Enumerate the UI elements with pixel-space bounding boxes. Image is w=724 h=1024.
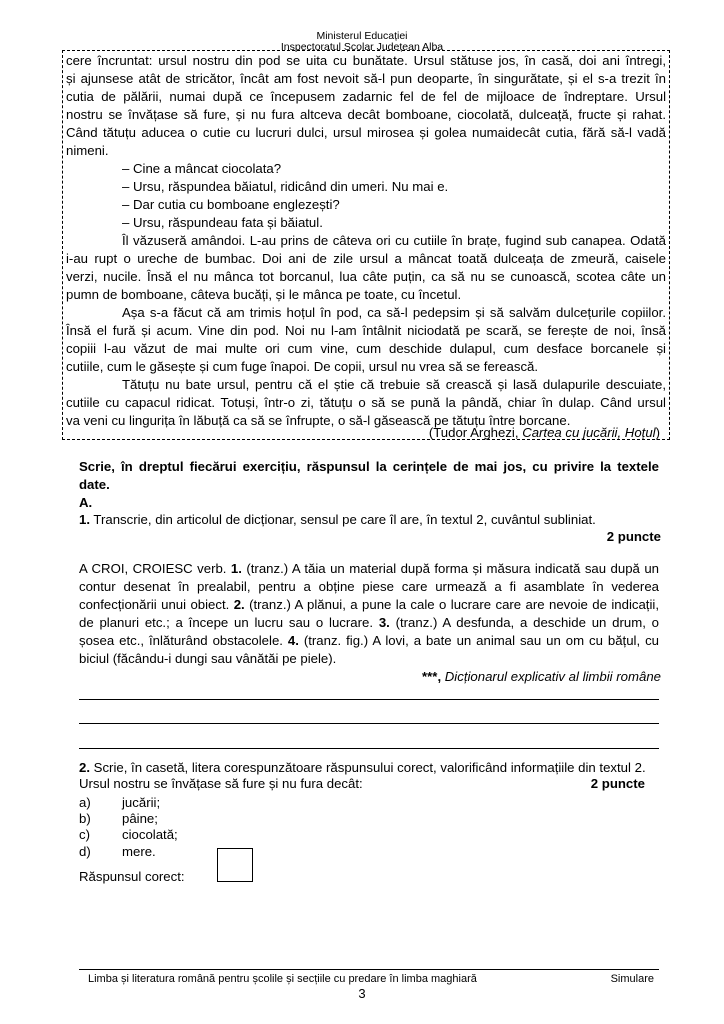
- option-text: ciocolată;: [122, 827, 178, 842]
- dialogue-line: – Dar cutia cu bomboane englezești?: [122, 197, 340, 212]
- text-line: cere încruntat: ursul nostru din pod se uita cu bunătate. Ursul stătuse jos, în casă, doi ani întregi,: [66, 53, 666, 68]
- ministry-header: Ministerul Educației: [316, 30, 408, 42]
- text-line: cutiile cu capacul ridicat. Totuși, într-o zi, tătuțu o să se pună la pândă, chiar în dulap. Când ursul: [66, 395, 666, 410]
- text-line: verzi, nucile. Însă el nu mânca tot borcanul, lua câte puțin, ca să nu se cunoască, scotea câte un: [66, 269, 666, 284]
- instructions-line: date.: [79, 477, 110, 492]
- text-line: Îl văzuseră amândoi. L-au prins de câteva ori cu cutiile în brațe, fugind sub canapea. Odată: [122, 233, 666, 248]
- dictionary-line: biciul (făcându-i dungi sau vânătăi pe piele).: [79, 651, 337, 666]
- exercise-1-statement: 1. Transcrie, din articolul de dicționar, sensul pe care îl are, în textul 2, cuvântul subliniat.: [79, 512, 596, 527]
- option-text: pâine;: [122, 811, 158, 826]
- text-line: Când tătuțu aducea o cutie cu lucruri dulci, ursul mirosea și golea numaidecât cutia, fără să-l vadă: [66, 125, 666, 140]
- footer-exam-type: Simulare: [610, 973, 654, 985]
- exercise-2-points: 2 puncte: [590, 776, 645, 791]
- text-source: (Tudor Arghezi, Cartea cu jucării, Hoțul): [428, 425, 660, 440]
- answer-line[interactable]: [79, 723, 659, 724]
- text-line: pumn de bomboane, câteva bucăți, și le mânca pe toate, cu încetul.: [66, 287, 462, 302]
- page-number: 3: [358, 986, 366, 1001]
- section-heading: A.: [79, 495, 93, 510]
- dictionary-line: confecționării unui obiect. 2. (tranz.) A plănui, a pune la cale o lucrare care are nevoie de indicații,: [79, 597, 659, 612]
- option-text: jucării;: [122, 795, 161, 810]
- text-line: va veni cu lingurița în lăbuță ca să se înfrupte, o să-l găsească pe tătuțu între borcane.: [66, 413, 571, 428]
- answer-box[interactable]: [217, 848, 253, 882]
- dictionary-line: A CROI, CROIESC verb. 1. (tranz.) A tăia un material după forma și măsura indicată sau după un: [79, 561, 659, 576]
- text-line: și ajunsese atât de stricător, încât am fost nevoit să-l pun deoparte, în singurătate, și el s-a trezit în: [66, 71, 666, 86]
- dialogue-line: – Cine a mâncat ciocolata?: [122, 161, 282, 176]
- text-line: cutiile, cum le găsește și cum fuge înapoi. De copii, ursul nu vrea să se ferească.: [66, 359, 539, 374]
- footer-divider: [79, 969, 659, 970]
- answer-label: Răspunsul corect:: [79, 869, 185, 884]
- option-letter: d): [79, 844, 91, 859]
- text-line: nimeni.: [66, 143, 109, 158]
- answer-line[interactable]: [79, 748, 659, 749]
- text-line: nostru se învățase să fure, și nu fura altceva decât bomboane, ciocolată, dulceață, fructe și rahat.: [66, 107, 666, 122]
- dictionary-line: contur desenat în prealabil, pentru a obține piese care urmează a fi asamblate în vederea: [79, 579, 659, 594]
- text-line: cutia de pălării, numai după ce începusem zadarnic fel de fel de mijloace de îndreptare. Ursul: [66, 89, 666, 104]
- dialogue-line: – Ursu, răspundea băiatul, ridicând din umeri. Nu mai e.: [122, 179, 449, 194]
- exercise-2-statement: 2. Scrie, în casetă, litera corespunzătoare răspunsului corect, valorificând informațiile din textul 2.: [79, 760, 646, 775]
- exercise-1-points: 2 puncte: [606, 529, 661, 544]
- dictionary-line: șosea etc., înlăturând obstacolele. 4. (tranz. fig.) A lovi, a bate un animal sau un om cu bățul, cu: [79, 633, 659, 648]
- instructions-line: Scrie, în dreptul fiecărui exercițiu, răspunsul la cerințele de mai jos, cu privire la textele: [79, 459, 659, 474]
- text-line: copiii l-au văzut de mai multe ori cum vine, cum deschide dulapul, cum desface borcanele și: [66, 341, 666, 356]
- exercise-2-question: Ursul nostru se învățase să fure și nu fura decât:: [79, 776, 363, 791]
- text-line: Tătuțu nu bate ursul, pentru că el știe că trebuie să crească și lasă dulapurile descuiate,: [122, 377, 666, 392]
- option-letter: b): [79, 811, 91, 826]
- footer-subject: Limba și literatura română pentru școlile și secțiile cu predare în limba maghiară: [88, 973, 477, 985]
- inspectorate-header: Inspectoratul Școlar Județean Alba: [280, 41, 444, 53]
- option-letter: c): [79, 827, 90, 842]
- text-line: i-au rupt o ureche de bumbac. Doi ani de zile ursul a mâncat toată dulceața de zmeură, caisele: [66, 251, 666, 266]
- option-text: mere.: [122, 844, 156, 859]
- dictionary-line: de planuri etc.; a începe un lucru sau o lucrare. 3. (tranz.) A desfunda, a deschide un drum, o: [79, 615, 659, 630]
- dialogue-line: – Ursu, răspundeau fata și băiatul.: [122, 215, 323, 230]
- option-letter: a): [79, 795, 91, 810]
- dictionary-source: ***, Dicționarul explicativ al limbii române: [422, 669, 661, 684]
- answer-line[interactable]: [79, 699, 659, 700]
- text-line: Însă el fură și acum. Vine din pod. Noi nu l-am întâlnit niciodată pe scară, se ferește de noi, însă: [66, 323, 666, 338]
- text-line: Așa s-a făcut că am trimis hoțul în pod, ca să-l pedepsim și să salvăm dulcețurile copiilor.: [122, 305, 666, 320]
